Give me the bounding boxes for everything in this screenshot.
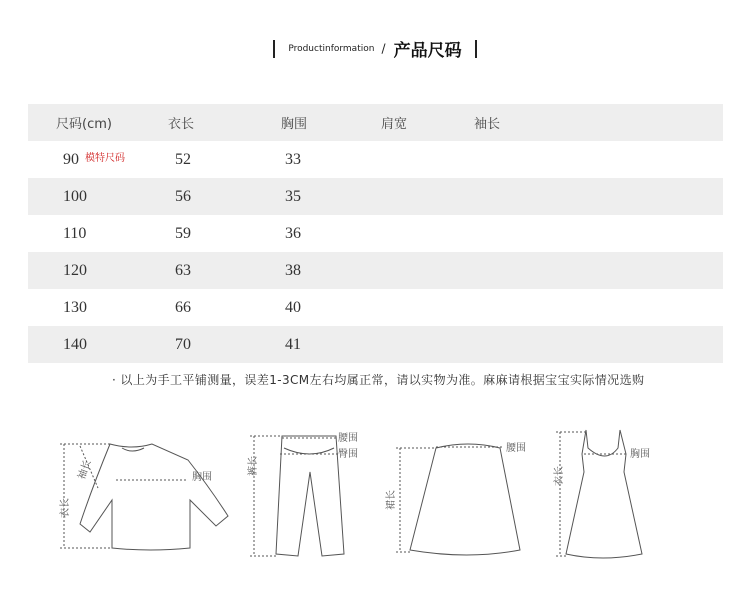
section-title xyxy=(0,36,750,61)
cell-size: 120 xyxy=(63,261,87,279)
top-collar xyxy=(122,448,144,451)
table-row xyxy=(28,252,723,289)
cell-chest: 40 xyxy=(285,298,301,316)
title-left-bar xyxy=(273,40,275,58)
top-outline xyxy=(80,444,228,550)
header-size: 尺码(cm) xyxy=(56,117,112,132)
model-size-tag: 模特尺码 xyxy=(85,153,125,164)
cell-sleeve xyxy=(474,215,723,252)
cell-chest: 41 xyxy=(285,335,301,353)
table-row xyxy=(28,141,723,178)
header-sleeve: 袖长 xyxy=(474,117,501,132)
table-row xyxy=(28,178,723,215)
cell-length: 63 xyxy=(175,261,191,279)
cell-chest: 36 xyxy=(285,224,301,242)
cell-length: 59 xyxy=(175,224,191,242)
cell-length: 52 xyxy=(175,150,191,168)
measurement-note: · 以上为手工平铺测量，误差1-3CM左右均属正常，请以实物为准。麻麻请根据宝宝实际情况选购 xyxy=(112,373,645,387)
cell-size: 110 xyxy=(63,224,87,242)
title-chinese: 产品尺码 xyxy=(393,41,462,61)
table-row xyxy=(28,326,723,363)
pants-waist-label: 腰围 xyxy=(338,433,358,444)
cell-shoulder xyxy=(381,289,474,326)
cell-chest: 35 xyxy=(285,187,301,205)
header-length: 衣长 xyxy=(168,117,195,132)
header-shoulder: 肩宽 xyxy=(381,117,408,132)
title-right-bar xyxy=(475,40,477,58)
cell-shoulder xyxy=(381,215,474,252)
cell-size: 140 xyxy=(63,335,87,353)
cell-chest: 33 xyxy=(285,150,301,168)
pants-diagram xyxy=(250,436,344,556)
header-chest: 胸围 xyxy=(281,117,308,132)
top-length-label: 衣长 xyxy=(60,498,71,518)
skirt-length-label: 裙长 xyxy=(386,490,397,510)
cell-length: 56 xyxy=(175,187,191,205)
cell-shoulder xyxy=(381,178,474,215)
cell-length: 66 xyxy=(175,298,191,316)
top-sleeve-label: 袖长 xyxy=(76,458,94,482)
cell-shoulder xyxy=(381,326,474,363)
table-header-row xyxy=(28,104,723,141)
skirt-outline xyxy=(410,444,520,555)
cell-shoulder xyxy=(381,141,474,178)
pants-hip-label: 臀围 xyxy=(338,449,358,460)
skirt-waist-label: 腰围 xyxy=(506,443,526,454)
cell-sleeve xyxy=(474,178,723,215)
cell-sleeve xyxy=(474,326,723,363)
skirt-diagram xyxy=(396,444,520,555)
dress-length-label: 衣长 xyxy=(554,466,565,486)
title-slash: / xyxy=(381,41,386,56)
cell-size: 90 xyxy=(63,150,79,168)
cell-size: 100 xyxy=(63,187,87,205)
size-table xyxy=(28,104,723,363)
pants-length-label: 裤长 xyxy=(248,456,259,476)
cell-size: 130 xyxy=(63,298,87,316)
cell-length: 70 xyxy=(175,335,191,353)
table-row xyxy=(28,215,723,252)
table-row xyxy=(28,289,723,326)
pants-waistband xyxy=(284,448,334,454)
cell-sleeve xyxy=(474,141,723,178)
cell-shoulder xyxy=(381,252,474,289)
measurement-diagrams xyxy=(40,420,720,570)
cell-sleeve xyxy=(474,289,723,326)
top-chest-label: 胸围 xyxy=(192,472,212,483)
title-english: Productinformation xyxy=(288,43,375,54)
cell-sleeve xyxy=(474,252,723,289)
cell-chest: 38 xyxy=(285,261,301,279)
dress-chest-label: 胸围 xyxy=(630,449,650,460)
